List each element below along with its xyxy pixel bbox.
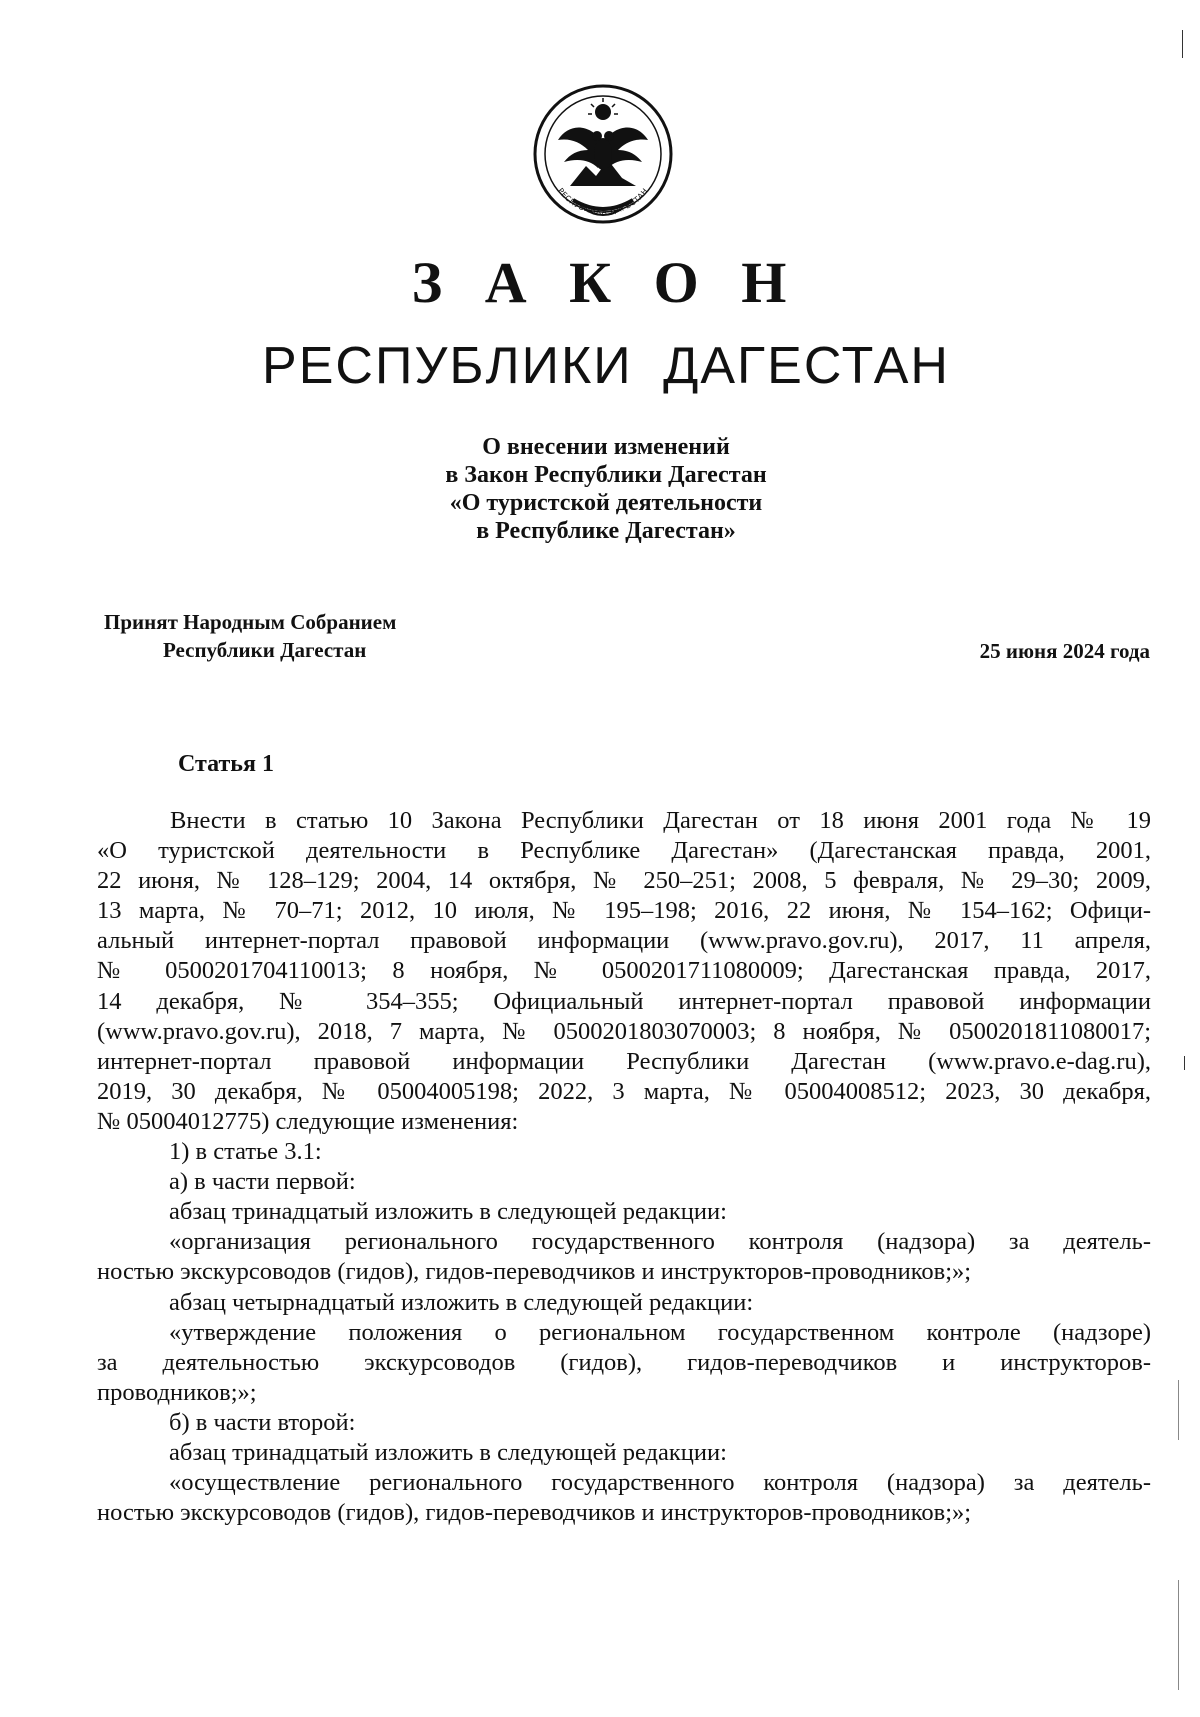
body-line: интернет-портал правовой информации Республики Дагестан (www.pravo.e-dag.ru), [97,1047,1151,1075]
dagestan-coat-of-arms-icon [528,82,678,232]
body-line: «О туристской деятельности в Республике Дагестан» (Дагестанская правда, 2001, [97,837,1151,865]
scan-artifact [1178,1580,1179,1690]
body-line: абзац четырнадцатый изложить в следующей редакции: [169,1288,754,1316]
body-line: абзац тринадцатый изложить в следующей редакции: [169,1438,727,1466]
body-line: б) в части второй: [169,1408,356,1436]
adoption-line-2: Республики Дагестан [163,638,367,662]
law-title: З А К О Н [411,250,801,315]
adoption-line-1: Принят Народным Собранием [104,610,397,634]
body-line: 13 марта, № 70–71; 2012, 10 июля, № 195–198; 2016, 22 июня, № 154–162; Офици- [97,897,1151,925]
body-line: ностью экскурсоводов (гидов), гидов-переводчиков и инструкторов-проводников;»; [97,1499,972,1527]
body-line: № 05004012775) следующие изменения: [97,1107,519,1135]
body-line: «организация регионального государственного контроля (надзора) за деятель- [169,1228,1151,1256]
subject-line: О внесении изменений [482,434,730,460]
body-line: 2019, 30 декабря, № 05004005198; 2022, 3 марта, № 05004008512; 2023, 30 декабря, [97,1077,1151,1105]
adoption-note [104,608,504,664]
subject-line: в Республике Дагестан» [476,518,736,544]
body-line: (www.pravo.gov.ru), 2018, 7 марта, № 0500201803070003; 8 ноября, № 0500201811080017; [97,1017,1151,1045]
body-line: «утверждение положения о региональном государственном контроле (надзоре) [169,1318,1151,1346]
body-line: Внести в статью 10 Закона Республики Дагестан от 18 июня 2001 года № 19 [170,807,1151,834]
scan-artifact [1184,1056,1185,1070]
article-heading: Статья 1 [178,751,274,777]
body-line: «осуществление регионального государственного контроля (надзора) за деятель- [169,1469,1151,1497]
body-line: проводников;»; [97,1378,257,1406]
emblem-ring-text: РЕСПУБЛИКА ДАГЕСТАН [556,186,650,217]
adoption-date: 25 июня 2024 года [979,639,1150,663]
subject-line: в Закон Республики Дагестан [445,462,767,488]
body-line: абзац тринадцатый изложить в следующей редакции: [169,1198,727,1226]
body-line: ностью экскурсоводов (гидов), гидов-переводчиков и инструкторов-проводников;»; [97,1258,972,1286]
law-subject [300,433,912,545]
body-line: а) в части первой: [169,1168,356,1196]
law-subtitle: РЕСПУБЛИКИ ДАГЕСТАН [262,337,950,395]
body-line: 14 декабря, № 354–355; Официальный интернет-портал правовой информации [97,987,1151,1015]
body-line: за деятельностью экскурсоводов (гидов), гидов-переводчиков и инструкторов- [97,1348,1151,1376]
body-line: альный интернет-портал правовой информации (www.pravo.gov.ru), 2017, 11 апреля, [97,927,1151,955]
body-line: 22 июня, № 128–129; 2004, 14 октября, № 250–251; 2008, 5 февраля, № 29–30; 2009, [97,867,1151,895]
subject-line: «О туристской деятельности [449,490,763,516]
body-line: № 0500201704110013; 8 ноября, № 0500201711080009; Дагестанская правда, 2017, [97,957,1151,985]
scan-artifact [1182,30,1183,58]
scan-artifact [1178,1380,1179,1440]
body-line: 1) в статье 3.1: [169,1138,322,1166]
article-body [97,806,1151,1528]
